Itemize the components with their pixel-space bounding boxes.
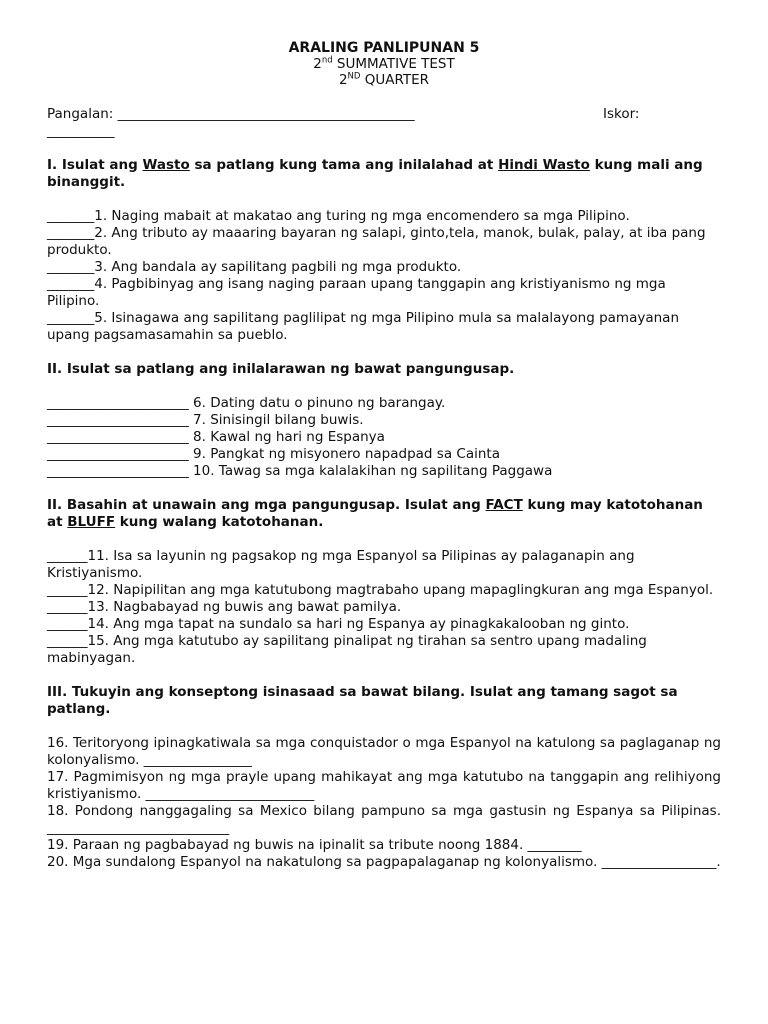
question-item: ______14. Ang mga tapat na sundalo sa hari ng Espanya ay pinagkakalooban ng ginto.	[47, 616, 630, 632]
question-item: ______11. Isa sa layunin ng pagsakop ng mga Espanyol sa Pilipinas ay palaganapin ang Kristiyanismo.	[47, 548, 635, 581]
question-item: _____________________ 6. Dating datu o pinuno ng barangay.	[47, 395, 446, 411]
question-item: _____________________ 8. Kawal ng hari ng Espanya	[47, 429, 385, 445]
question-item: ______12. Napipilitan ang mga katutubong magtrabaho upang mapaglingkuran ang mga Espanyol.	[47, 582, 714, 598]
question-item: _______4. Pagbibinyag ang isang naging paraan upang tanggapin ang kristiyanismo ng mga Pilipino.	[47, 276, 666, 309]
question-item: _____________________ 9. Pangkat ng misyonero napadpad sa Cainta	[47, 446, 500, 462]
test-subtitle: 2nd SUMMATIVE TEST	[313, 55, 455, 72]
question-item: 16. Teritoryong ipinagkatiwala sa mga conquistador o mga Espanyol na katulong sa paglaganap ng kolonyalismo. ________________	[47, 735, 721, 768]
score-blank: __________	[47, 123, 115, 139]
question-item: ______15. Ang mga katutubo ay sapilitang pinalipat ng tirahan sa sentro upang madaling mabinyagan.	[47, 633, 647, 666]
question-item: _____________________ 10. Tawag sa mga kalalakihan ng sapilitang Paggawa	[47, 463, 553, 479]
part2-heading: II. Isulat sa patlang ang inilalarawan ng bawat pangungusap.	[47, 361, 515, 377]
part1-heading: I. Isulat ang Wasto sa patlang kung tama ang inilalahad at Hindi Wasto kung mali ang binanggit.	[47, 157, 703, 190]
question-item: 20. Mga sundalong Espanyol na nakatulong sa pagpapalaganap ng kolonyalismo. _________________.	[47, 854, 721, 870]
quarter-subtitle: 2ND QUARTER	[338, 71, 430, 88]
student-info	[47, 106, 721, 123]
question-item: ______13. Nagbabayad ng buwis ang bawat pamilya.	[47, 599, 402, 615]
score-label: Iskor:	[603, 106, 640, 122]
question-item: 17. Pagmimisyon ng mga prayle upang mahikayat ang mga katutubo na tanggapin ang relihiyong kristiyanismo. _________________________	[47, 769, 721, 802]
part4-heading: III. Tukuyin ang konseptong isinasaad sa bawat bilang. Isulat ang tamang sagot sa patlang.	[47, 684, 678, 717]
worksheet-page	[47, 40, 721, 871]
question-item: _______1. Naging mabait at makatao ang turing ng mga encomendero sa mga Pilipino.	[47, 208, 630, 224]
question-item: _______5. Isinagawa ang sapilitang paglilipat ng mga Pilipino mula sa malalayong pamayanan upang pagsamasamahin sa pueblo.	[47, 310, 679, 343]
question-item: _______2. Ang tributo ay maaaring bayaran ng salapi, ginto,tela, manok, bulak, palay, at iba pang produkto.	[47, 225, 706, 258]
question-item: 18. Pondong nanggagaling sa Mexico bilang pampuno sa mga gastusin ng Espanya sa Pilipinas. ___________________________	[47, 803, 721, 836]
question-item: _______3. Ang bandala ay sapilitang pagbili ng mga produkto.	[47, 259, 462, 275]
name-field-label: Pangalan: ____________________________________________	[47, 106, 415, 122]
question-item: _____________________ 7. Sinisingil bilang buwis.	[47, 412, 364, 428]
part3-heading: II. Basahin at unawain ang mga pangungusap. Isulat ang FACT kung may katotohanan at BLUFF kung walang katotohanan.	[47, 497, 703, 530]
question-item: 19. Paraan ng pagbabayad ng buwis na ipinalit sa tribute noong 1884. ________	[47, 837, 582, 853]
worksheet-title: ARALING PANLIPUNAN 5	[288, 40, 480, 56]
